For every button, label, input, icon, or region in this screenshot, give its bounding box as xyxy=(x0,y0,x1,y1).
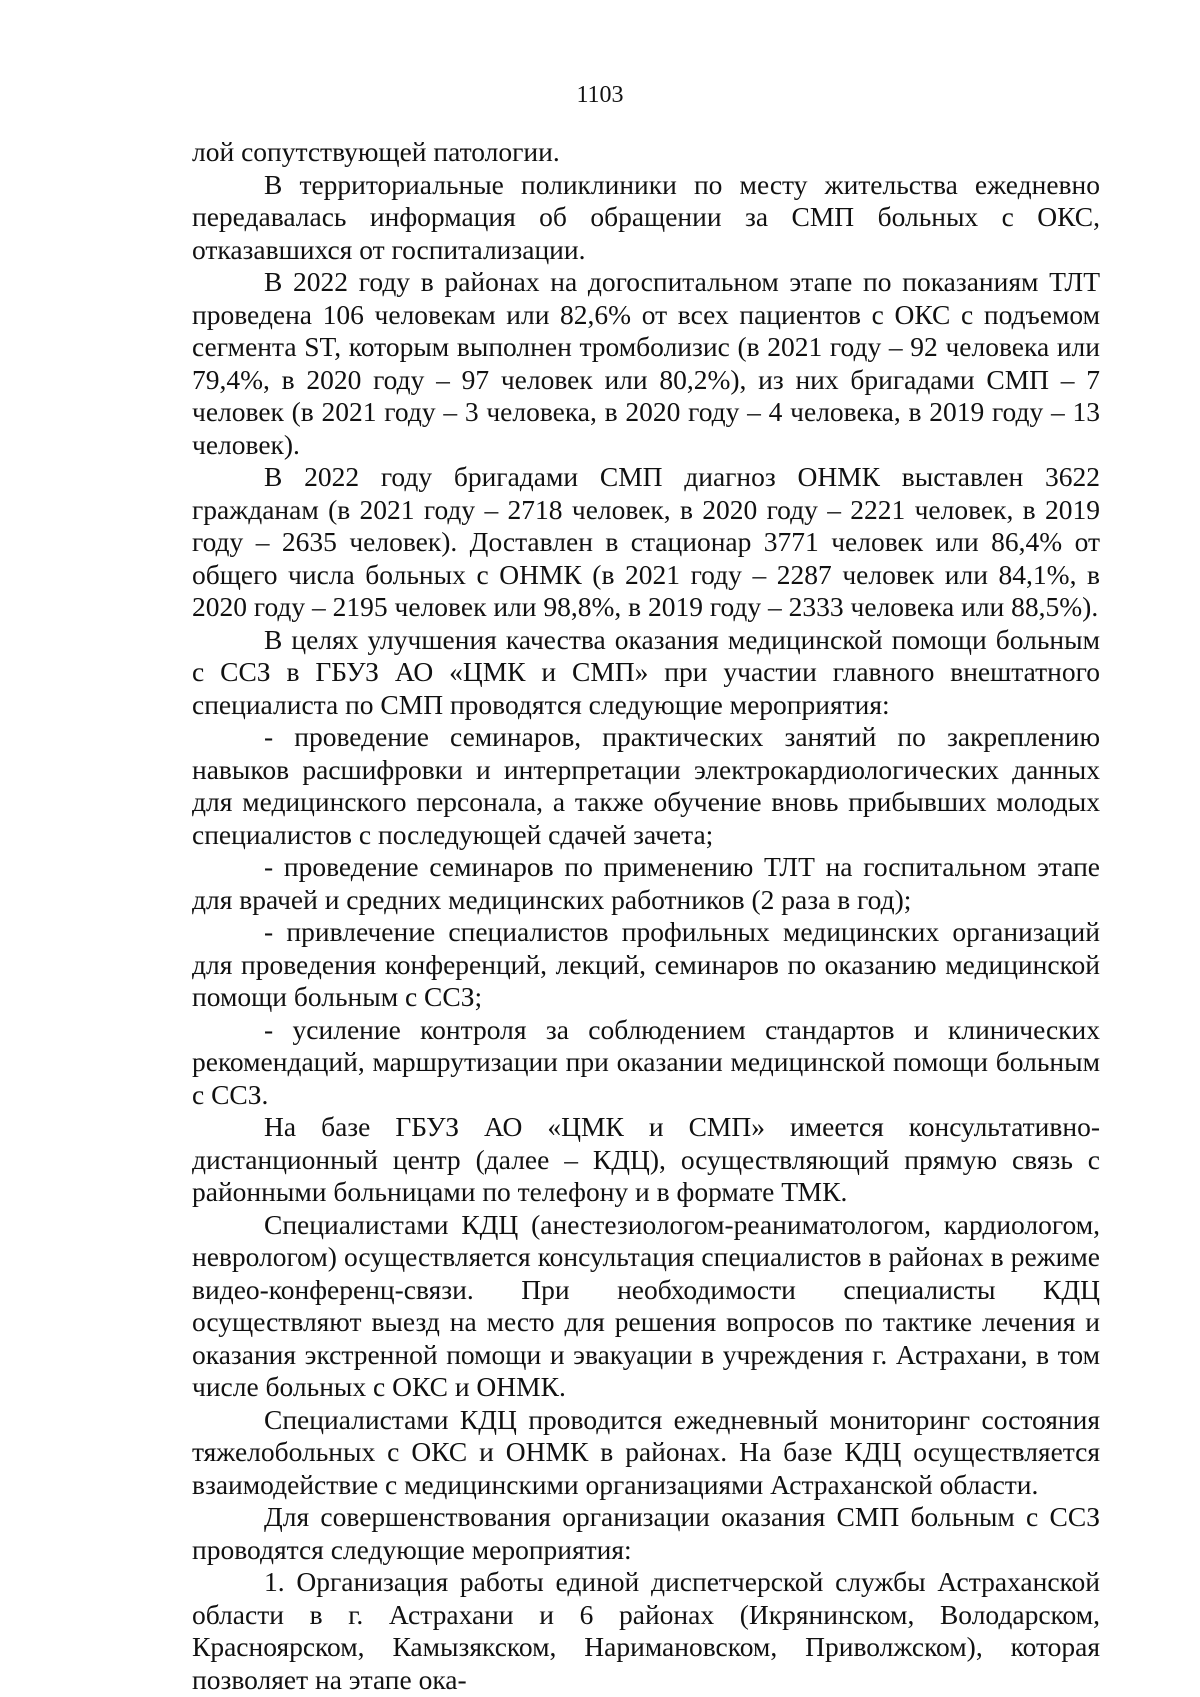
paragraph-continuation: лой сопутствующей патологии. xyxy=(192,136,560,167)
list-item-standards-control: - усиление контроля за соблюдением стандартов и клинических рекомендаций, маршрутизации при оказании медицинской помощи больным с ССЗ. xyxy=(192,1013,1100,1110)
list-item-dispatch-service: 1. Организация работы единой диспетчерской службы Астраханской области в г. Астрахани и 6 районах (Икрянинском, Володарском, Красноярском, Камызякском, Наримановском, Приволжском), которая позволяет на этапе ока- xyxy=(192,1566,1100,1695)
list-item-seminars-tlt: - проведение семинаров по применению ТЛТ на госпитальном этапе для врачей и средних медицинских работников (2 раза в год); xyxy=(192,851,1100,915)
paragraph-kdc-center: На базе ГБУЗ АО «ЦМК и СМП» имеется консультативно-дистанционный центр (далее – КДЦ), осуществляющий прямую связь с районными больницами по телефону и в формате ТМК. xyxy=(192,1111,1100,1207)
paragraph-kdc-monitoring: Специалистами КДЦ проводится ежедневный мониторинг состояния тяжелобольных с ОКС и ОНМК в районах. На базе КДЦ осуществляется взаимодействие с медицинскими организациями Астраханской области. xyxy=(192,1403,1100,1500)
paragraph-tlt-statistics: В 2022 году в районах на догоспитальном этапе по показаниям ТЛТ проведена 106 человекам или 82,6% от всех пациентов с ОКС с подъемом сегмента ST, которым выполнен тромболизис (в 2021 году – 92 человека или 79,4%, в 2020 году – 97 человек или 80,2%), из них бригадами СМП – 7 человек (в 2021 году – 3 человека, в 2020 году – 4 человека, в 2019 году – 13 человек). xyxy=(192,266,1100,460)
paragraph-kdc-consultation: Специалистами КДЦ (анестезиологом-реаниматологом, кардиологом, неврологом) осуществляется консультация специалистов в районах в режиме видео-конференц-связи. При необходимости специалисты КДЦ осуществляют выезд на место для решения вопросов по тактике лечения и оказания экстренной помощи и эвакуации в учреждения г. Астрахани, в том числе больных с ОКС и ОНМК. xyxy=(192,1208,1100,1402)
document-body xyxy=(192,136,1100,1696)
paragraph-onmk-statistics: В 2022 году бригадами СМП диагноз ОНМК выставлен 3622 гражданам (в 2021 году – 2718 человек, в 2020 году – 2221 человек, в 2019 году – 2635 человек). Доставлен в стационар 3771 человек или 86,4% от общего числа больных с ОНМК (в 2021 году – 2287 человек или 84,1%, в 2020 году – 2195 человек или 98,8%, в 2019 году – 2333 человека или 88,5%). xyxy=(192,461,1100,622)
paragraph-improvement-intro: Для совершенствования организации оказания СМП больным с ССЗ проводятся следующие мероприятия: xyxy=(192,1501,1100,1565)
list-item-specialists: - привлечение специалистов профильных медицинских организаций для проведения конференций, лекций, семинаров по оказанию медицинской помощи больным с ССЗ; xyxy=(192,916,1100,1012)
list-item-seminars-ecg: - проведение семинаров, практических занятий по закреплению навыков расшифровки и интерпретации электрокардиологических данных для медицинского персонала, а также обучение вновь прибывших молодых специалистов с последующей сдачей зачета; xyxy=(192,721,1100,850)
paragraph-measures-intro: В целях улучшения качества оказания медицинской помощи больным с ССЗ в ГБУЗ АО «ЦМК и СМП» при участии главного внештатного специалиста по СМП проводятся следующие мероприятия: xyxy=(192,623,1100,720)
paragraph-polyclinic-info: В территориальные поликлиники по месту жительства ежедневно передавалась информация об обращении за СМП больных с ОКС, отказавшихся от госпитализации. xyxy=(192,168,1100,265)
page-number: 1103 xyxy=(576,82,624,108)
